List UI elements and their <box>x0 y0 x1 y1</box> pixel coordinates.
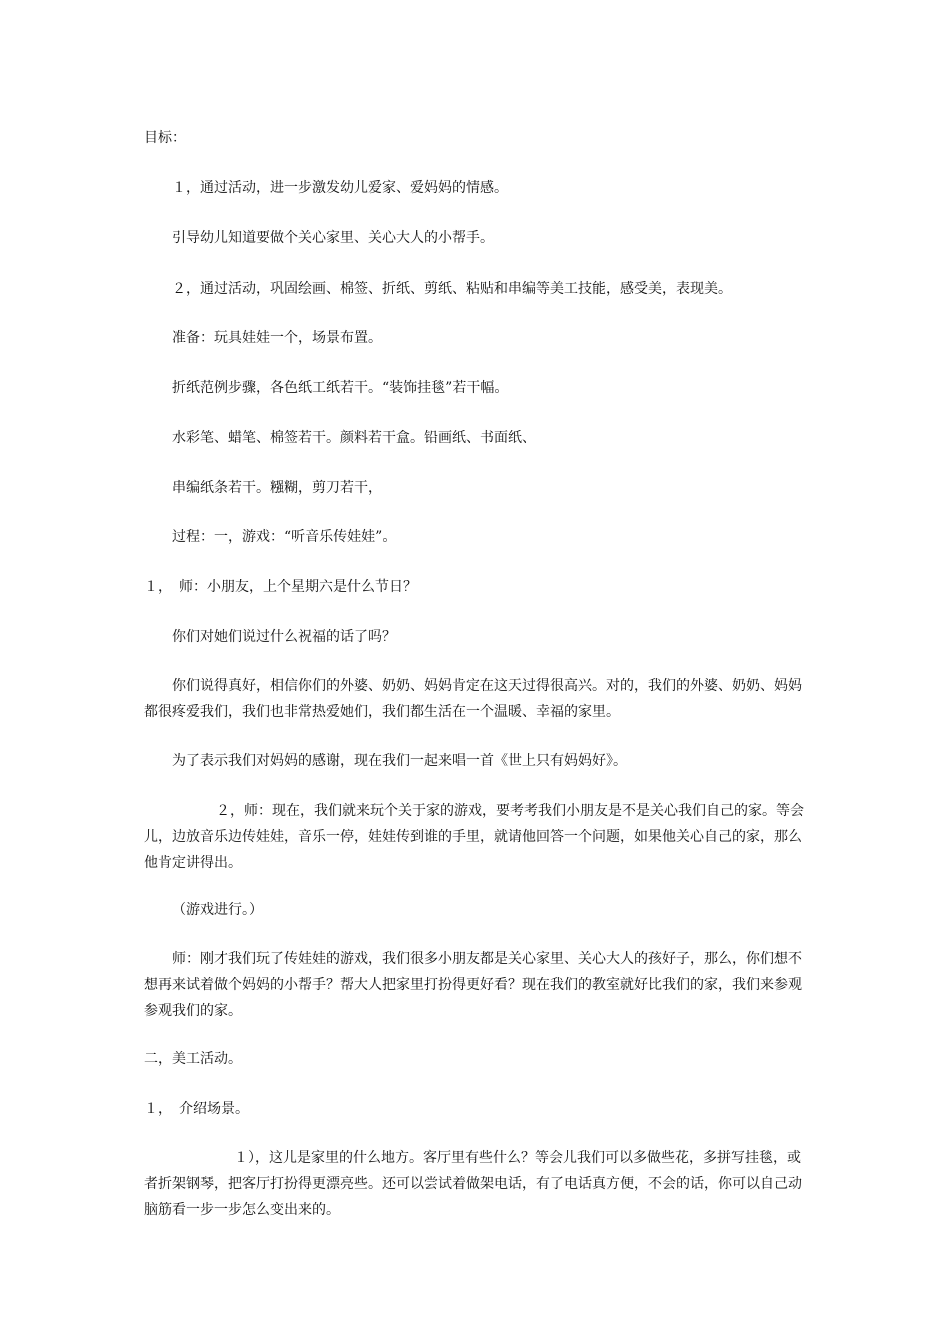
art-step-1-detail: １），这儿是家里的什么地方。客厅里有些什么？等会儿我们可以多做些花，多拼写挂毯，或者折架钢琴，把客厅打扮得更漂亮些。还可以尝试着做架电话，有了电话真方便，不会的话，你可以自己动脑筋看一步一步怎么变出来的。 <box>144 1150 802 1218</box>
prep-2: 折纸范例步骤，各色纸工纸若干。“装饰挂毯”若干幅。 <box>172 380 509 396</box>
prep-3: 水彩笔、蜡笔、棉签若干。颜料若干盒。铅画纸、书面纸、 <box>172 430 536 446</box>
prep-4: 串编纸条若干。糨糊，剪刀若干， <box>172 480 382 496</box>
goal-2: ２，通过活动，巩固绘画、棉签、折纸、剪纸、粘贴和串编等美工技能，感受美，表现美。 <box>172 281 732 297</box>
prep-1: 准备：玩具娃娃一个，场景布置。 <box>172 330 382 346</box>
goal-1: １，通过活动，进一步激发幼儿爱家、爱妈妈的情感。 <box>172 180 508 196</box>
art-activity-heading: 二，美工活动。 <box>144 1051 242 1067</box>
goal-1-detail: 引导幼儿知道要做个关心家里、关心大人的小帮手。 <box>172 230 494 246</box>
process-step-1: １， 师：小朋友，上个星期六是什么节日？ <box>144 579 417 595</box>
heading-goals: 目标： <box>144 130 186 146</box>
process-question: 你们对她们说过什么祝福的话了吗？ <box>172 629 396 645</box>
process-step-2: ２，师：现在，我们就来玩个关于家的游戏，要考考我们小朋友是不是关心我们自己的家。等会儿，边放音乐边传娃娃，音乐一停，娃娃传到谁的手里，就请他回答一个问题，如果他关心自己的家，那么他肯定讲得出。 <box>144 803 804 871</box>
process-heading: 过程：一，游戏：“听音乐传娃娃”。 <box>172 529 397 545</box>
art-step-1: １， 介绍场景。 <box>144 1101 249 1117</box>
process-song: 为了表示我们对妈妈的感谢，现在我们一起来唱一首《世上只有妈妈好》。 <box>172 753 627 769</box>
process-praise: 你们说得真好，相信你们的外婆、奶奶、妈妈肯定在这天过得很高兴。对的，我们的外婆、奶奶、妈妈都很疼爱我们，我们也非常热爱她们，我们都生活在一个温暖、幸福的家里。 <box>144 678 802 720</box>
game-in-progress: （游戏进行。） <box>172 902 263 918</box>
teacher-transition: 师：刚才我们玩了传娃娃的游戏，我们很多小朋友都是关心家里、关心大人的孩好子，那么，你们想不想再来试着做个妈妈的小帮手？帮大人把家里打扮得更好看？现在我们的教室就好比我们的家，我们来参观参观我们的家。 <box>144 951 802 1019</box>
